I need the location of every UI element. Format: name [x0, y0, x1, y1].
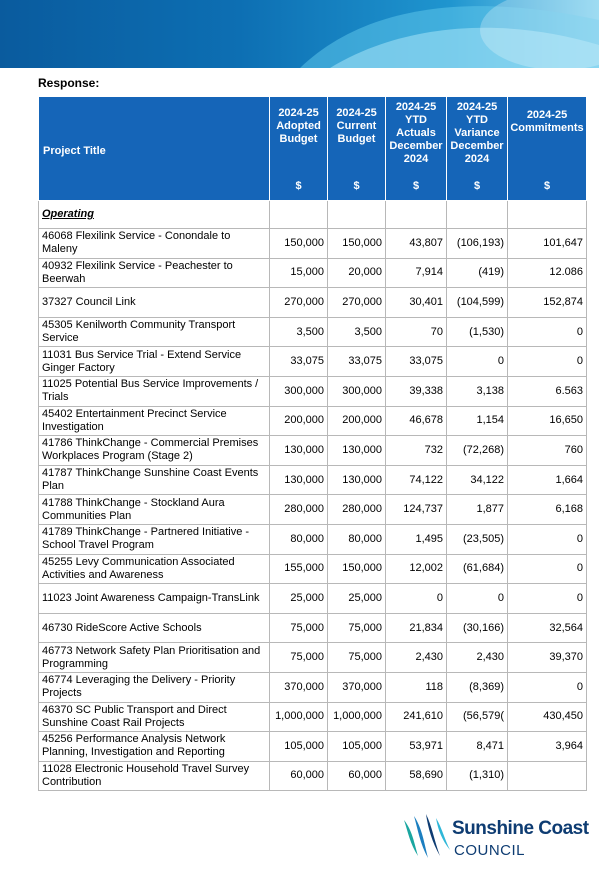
- actuals-cell: 33,075: [386, 347, 447, 377]
- section-title: Operating: [42, 208, 94, 220]
- current-cell: 150,000: [328, 554, 386, 584]
- logo-subtitle: COUNCIL: [454, 842, 526, 859]
- table-row: [39, 436, 587, 466]
- actuals-cell: 2,430: [386, 643, 447, 673]
- commitments-cell: 0: [508, 672, 587, 702]
- current-cell: 150,000: [328, 229, 386, 259]
- table-row: [39, 584, 587, 614]
- commitments-cell: 3,964: [508, 732, 587, 762]
- current-cell: 75,000: [328, 613, 386, 643]
- actuals-cell: 7,914: [386, 258, 447, 288]
- table-row: [39, 229, 587, 259]
- variance-cell: 0: [447, 584, 508, 614]
- actuals-cell: 732: [386, 436, 447, 466]
- variance-cell: (8,369): [447, 672, 508, 702]
- header-adopted-budget: [270, 97, 328, 201]
- adopted-cell: 15,000: [270, 258, 328, 288]
- header-ytd-variance: [447, 97, 508, 201]
- adopted-cell: 33,075: [270, 347, 328, 377]
- variance-cell: (23,505): [447, 524, 508, 554]
- commitments-cell: 6,168: [508, 495, 587, 525]
- current-cell: 25,000: [328, 584, 386, 614]
- variance-cell: 1,877: [447, 495, 508, 525]
- variance-cell: 34,122: [447, 465, 508, 495]
- commitments-cell: 0: [508, 524, 587, 554]
- actuals-cell: 30,401: [386, 288, 447, 318]
- variance-cell: (56,579(: [447, 702, 508, 732]
- project-title-cell: 11028 Electronic Household Travel Survey Contribution: [39, 761, 270, 791]
- section-cell: [39, 201, 270, 229]
- project-title-cell: 11031 Bus Service Trial - Extend Service Ginger Factory: [39, 347, 270, 377]
- header-unit: $: [543, 180, 551, 192]
- project-title-cell: 46774 Leveraging the Delivery - Priority Projects: [39, 672, 270, 702]
- project-title-cell: 46730 RideScore Active Schools: [39, 613, 270, 643]
- current-cell: 200,000: [328, 406, 386, 436]
- empty-cell: [447, 201, 508, 229]
- actuals-cell: 74,122: [386, 465, 447, 495]
- actuals-cell: 39,338: [386, 376, 447, 406]
- header-project-title: Project Title: [39, 97, 270, 201]
- commitments-cell: 39,370: [508, 643, 587, 673]
- commitments-cell: 32,564: [508, 613, 587, 643]
- header-unit: $: [295, 180, 302, 192]
- adopted-cell: 300,000: [270, 376, 328, 406]
- current-cell: 130,000: [328, 465, 386, 495]
- current-cell: 280,000: [328, 495, 386, 525]
- adopted-cell: 130,000: [270, 436, 328, 466]
- table-row: [39, 465, 587, 495]
- commitments-cell: 101,647: [508, 229, 587, 259]
- actuals-cell: 241,610: [386, 702, 447, 732]
- table-row: [39, 406, 587, 436]
- variance-cell: (106,193): [447, 229, 508, 259]
- adopted-cell: 1,000,000: [270, 702, 328, 732]
- response-label: Response:: [38, 76, 100, 90]
- adopted-cell: 270,000: [270, 288, 328, 318]
- project-title-cell: 45255 Levy Communication Associated Activities and Awareness: [39, 554, 270, 584]
- table-row: [39, 317, 587, 347]
- table-row: [39, 288, 587, 318]
- header-current-budget: [328, 97, 386, 201]
- adopted-cell: 105,000: [270, 732, 328, 762]
- current-cell: 75,000: [328, 643, 386, 673]
- variance-cell: 2,430: [447, 643, 508, 673]
- header-unit: $: [353, 180, 360, 192]
- table-row: [39, 524, 587, 554]
- commitments-cell: 12.086: [508, 258, 587, 288]
- adopted-cell: 200,000: [270, 406, 328, 436]
- table-row: [39, 613, 587, 643]
- current-cell: 370,000: [328, 672, 386, 702]
- project-title-cell: 40932 Flexilink Service - Peachester to Beerwah: [39, 258, 270, 288]
- variance-cell: 1,154: [447, 406, 508, 436]
- current-cell: 20,000: [328, 258, 386, 288]
- current-cell: 60,000: [328, 761, 386, 791]
- project-title-cell: 41786 ThinkChange - Commercial Premises Workplaces Program (Stage 2): [39, 436, 270, 466]
- commitments-cell: 430,450: [508, 702, 587, 732]
- table-row: [39, 258, 587, 288]
- table-header-row: [39, 97, 587, 201]
- actuals-cell: 70: [386, 317, 447, 347]
- commitments-cell: 6.563: [508, 376, 587, 406]
- actuals-cell: 12,002: [386, 554, 447, 584]
- project-title-cell: 11025 Potential Bus Service Improvements / Trials: [39, 376, 270, 406]
- empty-cell: [270, 201, 328, 229]
- variance-cell: (419): [447, 258, 508, 288]
- commitments-cell: 16,650: [508, 406, 587, 436]
- adopted-cell: 75,000: [270, 613, 328, 643]
- table-row: [39, 495, 587, 525]
- project-title-cell: 45402 Entertainment Precinct Service Investigation: [39, 406, 270, 436]
- actuals-cell: 46,678: [386, 406, 447, 436]
- header-unit: $: [473, 180, 481, 192]
- header-ytd-actuals-text: 2024-25 YTD Actuals December 2024: [389, 101, 443, 165]
- variance-cell: (61,684): [447, 554, 508, 584]
- table-row: [39, 702, 587, 732]
- adopted-cell: 150,000: [270, 229, 328, 259]
- commitments-cell: 760: [508, 436, 587, 466]
- adopted-cell: 60,000: [270, 761, 328, 791]
- sunshine-coast-logo-icon: [398, 810, 454, 866]
- adopted-cell: 75,000: [270, 643, 328, 673]
- actuals-cell: 21,834: [386, 613, 447, 643]
- adopted-cell: 280,000: [270, 495, 328, 525]
- current-cell: 3,500: [328, 317, 386, 347]
- current-cell: 130,000: [328, 436, 386, 466]
- header-wave-graphic: [0, 0, 599, 68]
- empty-cell: [328, 201, 386, 229]
- actuals-cell: 58,690: [386, 761, 447, 791]
- variance-cell: 8,471: [447, 732, 508, 762]
- actuals-cell: 118: [386, 672, 447, 702]
- header-ytd-variance-text: 2024-25 YTD Variance December 2024: [450, 101, 504, 165]
- budget-table: [38, 96, 587, 791]
- table-row: [39, 554, 587, 584]
- current-cell: 80,000: [328, 524, 386, 554]
- variance-cell: (1,310): [447, 761, 508, 791]
- header-ytd-actuals: [386, 97, 447, 201]
- variance-cell: (1,530): [447, 317, 508, 347]
- table-row: [39, 672, 587, 702]
- project-title-cell: 41787 ThinkChange Sunshine Coast Events Plan: [39, 465, 270, 495]
- header-adopted-budget-text: 2024-25 Adopted Budget: [276, 107, 321, 145]
- project-title-cell: 41788 ThinkChange - Stockland Aura Communities Plan: [39, 495, 270, 525]
- header-current-budget-text: 2024-25 Current Budget: [336, 107, 377, 145]
- project-title-cell: 45256 Performance Analysis Network Planning, Investigation and Reporting: [39, 732, 270, 762]
- adopted-cell: 80,000: [270, 524, 328, 554]
- project-title-cell: 41789 ThinkChange - Partnered Initiative - School Travel Program: [39, 524, 270, 554]
- header-unit: $: [412, 180, 420, 192]
- council-logo: [398, 810, 598, 866]
- project-title-cell: 37327 Council Link: [39, 288, 270, 318]
- actuals-cell: 124,737: [386, 495, 447, 525]
- commitments-cell: 0: [508, 317, 587, 347]
- table-row: [39, 761, 587, 791]
- project-title-cell: 45305 Kenilworth Community Transport Service: [39, 317, 270, 347]
- actuals-cell: 0: [386, 584, 447, 614]
- section-row: [39, 201, 587, 229]
- commitments-cell: 0: [508, 584, 587, 614]
- empty-cell: [386, 201, 447, 229]
- empty-cell: [508, 201, 587, 229]
- adopted-cell: 370,000: [270, 672, 328, 702]
- actuals-cell: 43,807: [386, 229, 447, 259]
- commitments-cell: 0: [508, 347, 587, 377]
- variance-cell: (30,166): [447, 613, 508, 643]
- table-row: [39, 347, 587, 377]
- variance-cell: 0: [447, 347, 508, 377]
- commitments-cell: [508, 761, 587, 791]
- actuals-cell: 1,495: [386, 524, 447, 554]
- commitments-cell: 1,664: [508, 465, 587, 495]
- logo-name: Sunshine Coast: [452, 818, 589, 839]
- current-cell: 105,000: [328, 732, 386, 762]
- current-cell: 33,075: [328, 347, 386, 377]
- adopted-cell: 25,000: [270, 584, 328, 614]
- current-cell: 270,000: [328, 288, 386, 318]
- current-cell: 1,000,000: [328, 702, 386, 732]
- project-title-cell: 46370 SC Public Transport and Direct Sunshine Coast Rail Projects: [39, 702, 270, 732]
- project-title-cell: 46068 Flexilink Service - Conondale to Maleny: [39, 229, 270, 259]
- adopted-cell: 3,500: [270, 317, 328, 347]
- project-title-cell: 11023 Joint Awareness Campaign-TransLink: [39, 584, 270, 614]
- table-row: [39, 643, 587, 673]
- current-cell: 300,000: [328, 376, 386, 406]
- table-row: [39, 732, 587, 762]
- header-commitments-text: 2024-25 Commitments: [510, 109, 584, 134]
- project-title-cell: 46773 Network Safety Plan Prioritisation and Programming: [39, 643, 270, 673]
- variance-cell: 3,138: [447, 376, 508, 406]
- commitments-cell: 0: [508, 554, 587, 584]
- header-commitments: [508, 97, 587, 201]
- adopted-cell: 130,000: [270, 465, 328, 495]
- actuals-cell: 53,971: [386, 732, 447, 762]
- variance-cell: (72,268): [447, 436, 508, 466]
- adopted-cell: 155,000: [270, 554, 328, 584]
- commitments-cell: 152,874: [508, 288, 587, 318]
- header-banner: [0, 0, 599, 68]
- variance-cell: (104,599): [447, 288, 508, 318]
- table-row: [39, 376, 587, 406]
